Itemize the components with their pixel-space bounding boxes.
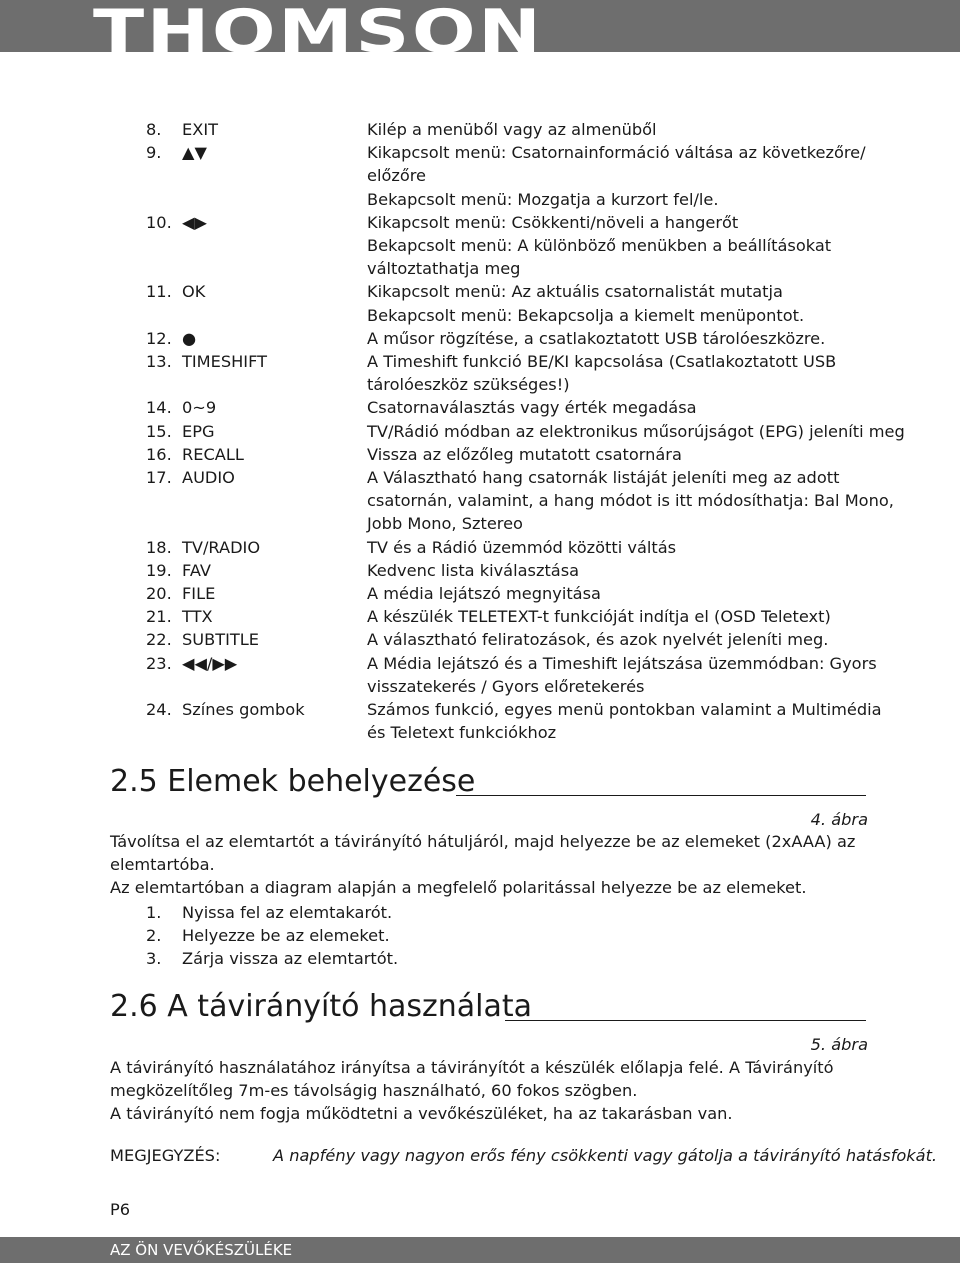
description-line: Kikapcsolt menü: Csökkenti/növeli a hangerőt bbox=[367, 212, 739, 232]
description-line: Bekapcsolt menü: Bekapcsolja a kiemelt menüpontot. bbox=[367, 305, 805, 325]
button-key-label: ◀◀/▶▶ bbox=[182, 653, 238, 673]
paragraph-line: Távolítsa el az elemtartót a távirányító hátuljáról, majd helyezze be az elemeket (2xAAA) az bbox=[110, 832, 856, 851]
button-key-label: SUBTITLE bbox=[182, 630, 260, 650]
item-number: 17. bbox=[146, 468, 172, 488]
button-description-list bbox=[146, 118, 905, 744]
button-list-item bbox=[146, 698, 886, 744]
button-key-label: ▲▼ bbox=[182, 143, 207, 163]
footer-text: AZ ÖN VEVŐKÉSZÜLÉKE bbox=[110, 1241, 293, 1259]
battery-steps-list bbox=[146, 901, 398, 971]
item-number: 14. bbox=[146, 398, 172, 418]
button-list-item bbox=[146, 327, 886, 350]
section-title-2-6: 2.6 A távirányító használata bbox=[110, 989, 533, 1024]
description-line: előzőre bbox=[367, 166, 427, 186]
button-list-item bbox=[146, 628, 886, 651]
button-description bbox=[367, 396, 886, 419]
button-key-label: Színes gombok bbox=[182, 700, 305, 720]
button-key-label: ● bbox=[182, 328, 197, 348]
figure-label-5: 5. ábra bbox=[810, 1035, 868, 1054]
button-description bbox=[367, 350, 886, 396]
button-key-label: TV/RADIO bbox=[182, 537, 261, 557]
button-list-item bbox=[146, 280, 886, 326]
button-key-label: ◀▶ bbox=[182, 212, 207, 232]
button-description bbox=[367, 211, 886, 281]
button-key-label: TIMESHIFT bbox=[182, 352, 267, 372]
description-line: Kedvenc lista kiválasztása bbox=[367, 560, 580, 580]
button-list-item bbox=[146, 118, 886, 141]
section-2-5-paragraph bbox=[110, 830, 855, 900]
button-key-label: 0~9 bbox=[182, 398, 217, 418]
button-list-item bbox=[146, 536, 886, 559]
item-number: 10. bbox=[146, 212, 172, 232]
button-key-label: RECALL bbox=[182, 444, 244, 464]
button-key-label: FILE bbox=[182, 584, 216, 604]
description-line: csatornán, valamint, a hang módot is itt módosíthatja: Bal Mono, bbox=[367, 491, 894, 511]
item-number: 19. bbox=[146, 560, 172, 580]
step-text: Helyezze be az elemeket. bbox=[182, 926, 390, 946]
button-description bbox=[367, 536, 886, 559]
description-line: Számos funkció, egyes menü pontokban valamint a Multimédia bbox=[367, 700, 882, 720]
page-number: P6 bbox=[110, 1200, 131, 1219]
button-list-item bbox=[146, 211, 886, 281]
button-description bbox=[367, 582, 886, 605]
description-line: A Timeshift funkció BE/KI kapcsolása (Csatlakoztatott USB bbox=[367, 352, 837, 372]
description-line: és Teletext funkciókhoz bbox=[367, 723, 557, 743]
description-line: visszatekerés / Gyors előretekerés bbox=[367, 676, 645, 696]
header-bar bbox=[0, 0, 960, 52]
item-number: 11. bbox=[146, 282, 172, 302]
paragraph-line: A távirányító használatához irányítsa a távirányítót a készülék előlapja felé. A Távirányító bbox=[110, 1058, 834, 1077]
item-number: 23. bbox=[146, 653, 172, 673]
description-line: változtathatja meg bbox=[367, 259, 521, 279]
description-line: Kilép a menüből vagy az almenüből bbox=[367, 120, 657, 139]
paragraph-line: elemtartóba. bbox=[110, 855, 215, 875]
button-list-item bbox=[146, 420, 905, 443]
button-description bbox=[367, 443, 886, 466]
note-text: A napfény vagy nagyon erős fény csökkenti vagy gátolja a távirányító hatásfokát. bbox=[273, 1146, 938, 1165]
button-description bbox=[367, 466, 894, 536]
step-item bbox=[146, 901, 398, 924]
step-text: Zárja vissza az elemtartót. bbox=[182, 949, 399, 969]
button-list-item bbox=[146, 350, 886, 396]
description-line: Bekapcsolt menü: A különböző menükben a beállításokat bbox=[367, 236, 832, 256]
button-key-label: FAV bbox=[182, 560, 211, 580]
item-number: 12. bbox=[146, 328, 172, 348]
button-description bbox=[367, 559, 886, 582]
description-line: Vissza az előzőleg mutatott csatornára bbox=[367, 444, 682, 464]
note-label: MEGJEGYZÉS: bbox=[110, 1146, 221, 1165]
description-line: Kikapcsolt menü: Az aktuális csatornalistát mutatja bbox=[367, 282, 783, 302]
item-number: 20. bbox=[146, 584, 172, 604]
description-line: A Választható hang csatornák listáját jeleníti meg az adott bbox=[367, 468, 840, 488]
step-number: 2. bbox=[146, 926, 162, 946]
button-description bbox=[367, 698, 886, 744]
description-line: Jobb Mono, Sztereo bbox=[367, 514, 523, 534]
paragraph-line: megközelítőleg 7m-es távolságig használható, 60 fokos szögben. bbox=[110, 1081, 638, 1101]
button-list-item bbox=[146, 582, 886, 605]
description-line: tárolóeszköz szükséges!) bbox=[367, 375, 570, 395]
description-line: TV és a Rádió üzemmód közötti váltás bbox=[367, 537, 677, 557]
step-number: 1. bbox=[146, 903, 162, 922]
button-list-item bbox=[146, 652, 886, 698]
button-key-label: AUDIO bbox=[182, 468, 235, 488]
description-line: Bekapcsolt menü: Mozgatja a kurzort fel/le. bbox=[367, 189, 719, 209]
section-rule-2-6 bbox=[505, 1020, 866, 1021]
description-line: A műsor rögzítése, a csatlakoztatott USB tárolóeszközre. bbox=[367, 328, 826, 348]
paragraph-line: A távirányító nem fogja működtetni a vevőkészüléket, ha az takarásban van. bbox=[110, 1104, 733, 1124]
button-list-item bbox=[146, 141, 886, 211]
figure-label-4: 4. ábra bbox=[810, 810, 868, 829]
step-item bbox=[146, 924, 398, 947]
paragraph-line: Az elemtartóban a diagram alapján a megfelelő polaritással helyezze be az elemeket. bbox=[110, 878, 807, 898]
button-description bbox=[367, 118, 886, 141]
item-number: 13. bbox=[146, 352, 172, 372]
button-list-item bbox=[146, 466, 894, 536]
description-line: Csatornaválasztás vagy érték megadása bbox=[367, 398, 697, 418]
button-key-label: EXIT bbox=[182, 120, 218, 139]
button-description bbox=[367, 628, 886, 651]
item-number: 9. bbox=[146, 143, 162, 163]
button-description bbox=[367, 141, 886, 211]
item-number: 21. bbox=[146, 607, 172, 627]
button-description bbox=[367, 420, 905, 443]
description-line: A média lejátszó megnyitása bbox=[367, 584, 601, 604]
item-number: 24. bbox=[146, 700, 172, 720]
button-key-label: TTX bbox=[182, 607, 213, 627]
item-number: 8. bbox=[146, 120, 162, 139]
button-description bbox=[367, 605, 886, 628]
section-2-6-paragraph bbox=[110, 1056, 834, 1126]
button-list-item bbox=[146, 559, 886, 582]
step-text: Nyissa fel az elemtakarót. bbox=[182, 903, 393, 922]
description-line: A választható feliratozások, és azok nyelvét jeleníti meg. bbox=[367, 630, 829, 650]
button-description bbox=[367, 327, 886, 350]
footer-bar bbox=[0, 1237, 960, 1263]
description-line: Kikapcsolt menü: Csatornainformáció váltása az következőre/ bbox=[367, 143, 866, 163]
button-list-item bbox=[146, 443, 886, 466]
section-title-2-5: 2.5 Elemek behelyezése bbox=[110, 764, 476, 799]
item-number: 15. bbox=[146, 421, 172, 441]
button-list-item bbox=[146, 605, 886, 628]
button-key-label: EPG bbox=[182, 421, 215, 441]
section-rule-2-5 bbox=[456, 795, 866, 796]
step-number: 3. bbox=[146, 949, 162, 969]
button-list-item bbox=[146, 396, 886, 419]
description-line: A készülék TELETEXT-t funkcióját indítja el (OSD Teletext) bbox=[367, 607, 831, 627]
button-description bbox=[367, 280, 886, 326]
brand-logo: THOMSON bbox=[93, 0, 544, 52]
button-key-label: OK bbox=[182, 282, 206, 302]
description-line: TV/Rádió módban az elektronikus műsorújságot (EPG) jeleníti meg bbox=[367, 421, 905, 441]
item-number: 22. bbox=[146, 630, 172, 650]
button-description bbox=[367, 652, 886, 698]
description-line: A Média lejátszó és a Timeshift lejátszása üzemmódban: Gyors bbox=[367, 653, 877, 673]
step-item bbox=[146, 947, 398, 970]
item-number: 18. bbox=[146, 537, 172, 557]
item-number: 16. bbox=[146, 444, 172, 464]
